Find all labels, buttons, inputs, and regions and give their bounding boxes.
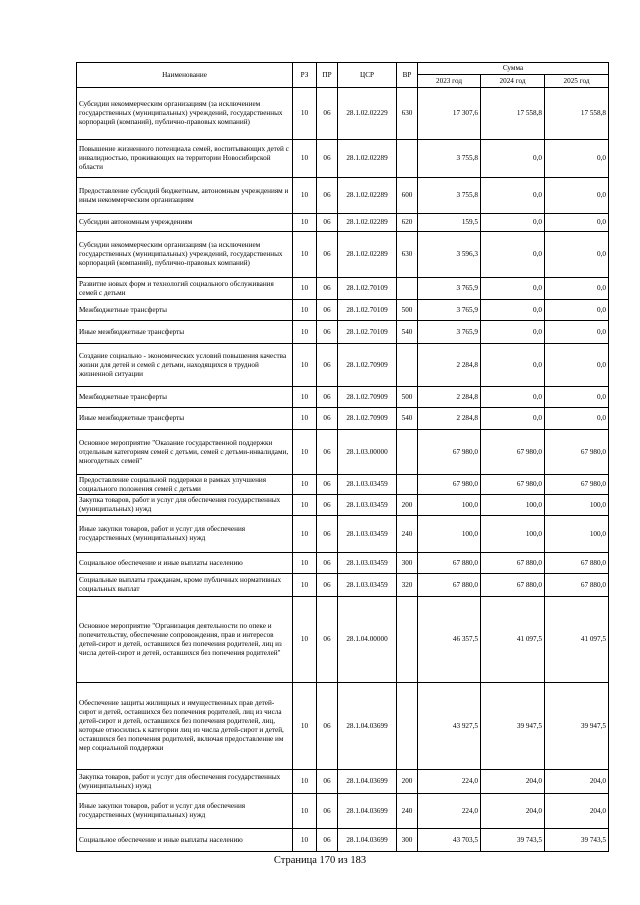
- table-row: [77, 597, 609, 683]
- row-pr: 06: [317, 770, 338, 794]
- table-row: [77, 232, 609, 278]
- row-name: Социальные выплаты гражданам, кроме публичных нормативных социальных выплат: [77, 574, 293, 597]
- row-sum-2024: 67 980,0: [481, 475, 545, 495]
- table-row: [77, 430, 609, 475]
- row-csr: 28.1.02.02289: [338, 140, 397, 178]
- row-vr: [397, 140, 418, 178]
- row-sum-2025: 67 980,0: [545, 430, 609, 475]
- table-row: [77, 140, 609, 178]
- row-sum-2025: 0,0: [545, 300, 609, 321]
- row-sum-2024: 0,0: [481, 344, 545, 387]
- row-name: Создание социально - экономических условий повышения качества жизни для детей и семей с детьми, находящихся в трудной жизненной ситуации: [77, 344, 293, 387]
- header-year-2025: 2025 год: [545, 75, 609, 88]
- row-sum-2024: 67 980,0: [481, 430, 545, 475]
- row-rz: 10: [293, 495, 317, 516]
- row-vr: 200: [397, 495, 418, 516]
- row-name: Основное мероприятие "Оказание государственной поддержки отдельным категориям семей с детьми, семей с детьми-инвалидами, многодетных семей": [77, 430, 293, 475]
- table-row: [77, 794, 609, 829]
- row-sum-2024: 0,0: [481, 408, 545, 430]
- table-row: [77, 553, 609, 574]
- row-sum-2025: 0,0: [545, 140, 609, 178]
- row-name: Иные закупки товаров, работ и услуг для обеспечения государственных (муниципальных) нужд: [77, 794, 293, 829]
- row-csr: 28.1.03.03459: [338, 553, 397, 574]
- row-rz: 10: [293, 475, 317, 495]
- row-sum-2024: 17 558,8: [481, 88, 545, 140]
- row-csr: 28.1.02.02289: [338, 178, 397, 214]
- row-csr: 28.1.02.02289: [338, 232, 397, 278]
- row-sum-2023: 67 980,0: [418, 475, 481, 495]
- table-row: [77, 516, 609, 553]
- row-sum-2025: 67 880,0: [545, 553, 609, 574]
- row-vr: 200: [397, 770, 418, 794]
- table-row: [77, 770, 609, 794]
- table-body: [77, 88, 609, 852]
- row-csr: 28.1.02.70909: [338, 344, 397, 387]
- row-csr: 28.1.03.03459: [338, 495, 397, 516]
- row-csr: 28.1.02.70109: [338, 321, 397, 344]
- row-sum-2025: 67 980,0: [545, 475, 609, 495]
- row-pr: 06: [317, 553, 338, 574]
- table-row: [77, 475, 609, 495]
- row-rz: 10: [293, 232, 317, 278]
- row-csr: 28.1.02.02289: [338, 214, 397, 232]
- row-sum-2025: 41 097,5: [545, 597, 609, 683]
- row-rz: 10: [293, 516, 317, 553]
- row-sum-2023: 3 765,9: [418, 321, 481, 344]
- row-name: Обеспечение защиты жилищных и имущественных прав детей-сирот и детей, оставшихся без попечения родителей, лиц из числа детей-сирот и детей, оставшихся без попечения родителей, лиц, которые относились к категории лиц из числа детей-сирот и детей, оставшихся без попечения родителей, включая предоставление им мер социальной поддержки: [77, 683, 293, 770]
- row-rz: 10: [293, 408, 317, 430]
- row-sum-2024: 100,0: [481, 516, 545, 553]
- row-name: Субсидии некоммерческим организациям (за исключением государственных (муниципальных) учреждений, государственных корпораций (компаний), публично-правовых компаний): [77, 88, 293, 140]
- table-row: [77, 321, 609, 344]
- row-rz: 10: [293, 321, 317, 344]
- row-name: Субсидии автономным учреждениям: [77, 214, 293, 232]
- row-sum-2024: 0,0: [481, 300, 545, 321]
- row-pr: 06: [317, 344, 338, 387]
- row-sum-2025: 100,0: [545, 516, 609, 553]
- row-rz: 10: [293, 430, 317, 475]
- row-sum-2023: 67 880,0: [418, 574, 481, 597]
- row-sum-2023: 46 357,5: [418, 597, 481, 683]
- row-pr: 06: [317, 829, 338, 852]
- table-row: [77, 829, 609, 852]
- row-rz: 10: [293, 178, 317, 214]
- row-rz: 10: [293, 300, 317, 321]
- row-csr: 28.1.03.03459: [338, 475, 397, 495]
- row-csr: 28.1.02.70909: [338, 387, 397, 408]
- row-sum-2023: 159,5: [418, 214, 481, 232]
- header-csr: ЦСР: [338, 63, 397, 88]
- row-pr: 06: [317, 430, 338, 475]
- row-vr: 300: [397, 829, 418, 852]
- row-name: Закупка товаров, работ и услуг для обеспечения государственных (муниципальных) нужд: [77, 495, 293, 516]
- row-name: Повышение жизненного потенциала семей, воспитывающих детей с инвалидностью, проживающих на территории Новосибирской области: [77, 140, 293, 178]
- row-vr: 300: [397, 553, 418, 574]
- row-csr: 28.1.02.70109: [338, 278, 397, 300]
- row-sum-2023: 3 596,3: [418, 232, 481, 278]
- row-rz: 10: [293, 387, 317, 408]
- table-row: [77, 574, 609, 597]
- row-sum-2024: 0,0: [481, 214, 545, 232]
- row-pr: 06: [317, 140, 338, 178]
- row-sum-2025: 204,0: [545, 794, 609, 829]
- row-rz: 10: [293, 683, 317, 770]
- row-vr: 500: [397, 300, 418, 321]
- row-sum-2025: 39 947,5: [545, 683, 609, 770]
- header-pr: ПР: [317, 63, 338, 88]
- row-sum-2024: 67 880,0: [481, 553, 545, 574]
- row-name: Иные межбюджетные трансферты: [77, 408, 293, 430]
- row-sum-2023: 2 284,8: [418, 408, 481, 430]
- row-sum-2025: 39 743,5: [545, 829, 609, 852]
- row-vr: [397, 683, 418, 770]
- row-csr: 28.1.04.03699: [338, 683, 397, 770]
- header-rz: РЗ: [293, 63, 317, 88]
- row-sum-2025: 0,0: [545, 387, 609, 408]
- table-row: [77, 408, 609, 430]
- row-pr: 06: [317, 495, 338, 516]
- row-sum-2025: 0,0: [545, 321, 609, 344]
- budget-table: [76, 62, 609, 852]
- row-sum-2023: 3 755,8: [418, 140, 481, 178]
- row-sum-2024: 39 743,5: [481, 829, 545, 852]
- row-vr: [397, 430, 418, 475]
- row-sum-2025: 204,0: [545, 770, 609, 794]
- row-vr: 240: [397, 794, 418, 829]
- row-csr: 28.1.04.03699: [338, 770, 397, 794]
- row-pr: 06: [317, 300, 338, 321]
- row-sum-2024: 204,0: [481, 794, 545, 829]
- row-vr: [397, 597, 418, 683]
- row-sum-2023: 2 284,8: [418, 344, 481, 387]
- row-csr: 28.1.04.00000: [338, 597, 397, 683]
- row-sum-2024: 0,0: [481, 140, 545, 178]
- row-pr: 06: [317, 794, 338, 829]
- table-row: [77, 278, 609, 300]
- table-row: [77, 214, 609, 232]
- row-sum-2023: 67 880,0: [418, 553, 481, 574]
- row-vr: [397, 344, 418, 387]
- table-row: [77, 495, 609, 516]
- row-csr: 28.1.03.03459: [338, 574, 397, 597]
- row-name: Субсидии некоммерческим организациям (за исключением государственных (муниципальных) учреждений, государственных корпораций (компаний), публично-правовых компаний): [77, 232, 293, 278]
- row-sum-2025: 0,0: [545, 178, 609, 214]
- row-pr: 06: [317, 683, 338, 770]
- row-sum-2024: 0,0: [481, 178, 545, 214]
- row-sum-2025: 17 558,8: [545, 88, 609, 140]
- header-vr: ВР: [397, 63, 418, 88]
- row-name: Развитие новых форм и технологий социального обслуживания семей с детьми: [77, 278, 293, 300]
- row-name: Предоставление социальной поддержки в рамках улучшения социального положения семей с детьми: [77, 475, 293, 495]
- row-vr: 620: [397, 214, 418, 232]
- row-sum-2025: 0,0: [545, 232, 609, 278]
- row-sum-2024: 41 097,5: [481, 597, 545, 683]
- table-row: [77, 300, 609, 321]
- header-name: Наименование: [77, 63, 293, 88]
- row-sum-2024: 100,0: [481, 495, 545, 516]
- row-vr: 320: [397, 574, 418, 597]
- row-csr: 28.1.04.03699: [338, 794, 397, 829]
- header-sum: Сумма: [418, 63, 609, 75]
- row-csr: 28.1.02.70109: [338, 300, 397, 321]
- row-name: Основное мероприятие "Организация деятельности по опеке и попечительству, обеспечение сопровождения, прав и интересов детей-сирот и детей, оставшихся без попечения родителей, лиц из числа детей-сирот и детей, оставшихся без попечения родителей": [77, 597, 293, 683]
- row-sum-2023: 100,0: [418, 516, 481, 553]
- row-sum-2023: 224,0: [418, 770, 481, 794]
- row-sum-2023: 100,0: [418, 495, 481, 516]
- row-name: Предоставление субсидий бюджетным, автономным учреждениям и иным некоммерческим организациям: [77, 178, 293, 214]
- row-sum-2024: 39 947,5: [481, 683, 545, 770]
- row-pr: 06: [317, 321, 338, 344]
- row-sum-2024: 0,0: [481, 278, 545, 300]
- row-pr: 06: [317, 214, 338, 232]
- row-vr: 500: [397, 387, 418, 408]
- row-name: Социальное обеспечение и иные выплаты населению: [77, 553, 293, 574]
- row-pr: 06: [317, 232, 338, 278]
- row-sum-2023: 43 703,5: [418, 829, 481, 852]
- row-sum-2024: 204,0: [481, 770, 545, 794]
- row-name: Закупка товаров, работ и услуг для обеспечения государственных (муниципальных) нужд: [77, 770, 293, 794]
- row-sum-2025: 0,0: [545, 408, 609, 430]
- row-vr: 630: [397, 232, 418, 278]
- row-rz: 10: [293, 214, 317, 232]
- budget-table-container: [76, 62, 608, 852]
- row-rz: 10: [293, 574, 317, 597]
- row-rz: 10: [293, 140, 317, 178]
- row-sum-2025: 67 880,0: [545, 574, 609, 597]
- row-pr: 06: [317, 574, 338, 597]
- row-name: Межбюджетные трансферты: [77, 300, 293, 321]
- row-rz: 10: [293, 829, 317, 852]
- row-csr: 28.1.03.00000: [338, 430, 397, 475]
- row-vr: 540: [397, 408, 418, 430]
- row-sum-2023: 43 927,5: [418, 683, 481, 770]
- row-name: Иные межбюджетные трансферты: [77, 321, 293, 344]
- row-sum-2024: 67 880,0: [481, 574, 545, 597]
- row-sum-2024: 0,0: [481, 321, 545, 344]
- row-sum-2024: 0,0: [481, 387, 545, 408]
- row-sum-2023: 3 755,8: [418, 178, 481, 214]
- row-vr: [397, 278, 418, 300]
- row-sum-2025: 0,0: [545, 278, 609, 300]
- row-sum-2025: 100,0: [545, 495, 609, 516]
- row-vr: 630: [397, 88, 418, 140]
- row-vr: 540: [397, 321, 418, 344]
- page-number: Страница 170 из 183: [273, 855, 367, 866]
- row-vr: [397, 475, 418, 495]
- header-year-2023: 2023 год: [418, 75, 481, 88]
- row-pr: 06: [317, 516, 338, 553]
- row-name: Иные закупки товаров, работ и услуг для обеспечения государственных (муниципальных) нужд: [77, 516, 293, 553]
- row-csr: 28.1.04.03699: [338, 829, 397, 852]
- row-rz: 10: [293, 794, 317, 829]
- table-row: [77, 683, 609, 770]
- row-sum-2023: 17 307,6: [418, 88, 481, 140]
- row-pr: 06: [317, 408, 338, 430]
- row-sum-2023: 3 765,9: [418, 300, 481, 321]
- row-name: Социальное обеспечение и иные выплаты населению: [77, 829, 293, 852]
- row-rz: 10: [293, 597, 317, 683]
- row-sum-2023: 224,0: [418, 794, 481, 829]
- table-row: [77, 387, 609, 408]
- row-pr: 06: [317, 475, 338, 495]
- row-sum-2023: 2 284,8: [418, 387, 481, 408]
- row-rz: 10: [293, 88, 317, 140]
- row-pr: 06: [317, 387, 338, 408]
- row-rz: 10: [293, 553, 317, 574]
- header-year-2024: 2024 год: [481, 75, 545, 88]
- table-row: [77, 88, 609, 140]
- row-pr: 06: [317, 178, 338, 214]
- row-name: Межбюджетные трансферты: [77, 387, 293, 408]
- row-rz: 10: [293, 344, 317, 387]
- row-sum-2024: 0,0: [481, 232, 545, 278]
- row-vr: 600: [397, 178, 418, 214]
- row-sum-2023: 3 765,9: [418, 278, 481, 300]
- row-csr: 28.1.02.02229: [338, 88, 397, 140]
- row-vr: 240: [397, 516, 418, 553]
- row-sum-2025: 0,0: [545, 344, 609, 387]
- row-sum-2023: 67 980,0: [418, 430, 481, 475]
- row-csr: 28.1.02.70909: [338, 408, 397, 430]
- row-rz: 10: [293, 278, 317, 300]
- row-rz: 10: [293, 770, 317, 794]
- row-pr: 06: [317, 597, 338, 683]
- row-pr: 06: [317, 278, 338, 300]
- table-header-row: [77, 63, 609, 75]
- table-row: [77, 178, 609, 214]
- table-row: [77, 344, 609, 387]
- row-sum-2025: 0,0: [545, 214, 609, 232]
- row-pr: 06: [317, 88, 338, 140]
- row-csr: 28.1.03.03459: [338, 516, 397, 553]
